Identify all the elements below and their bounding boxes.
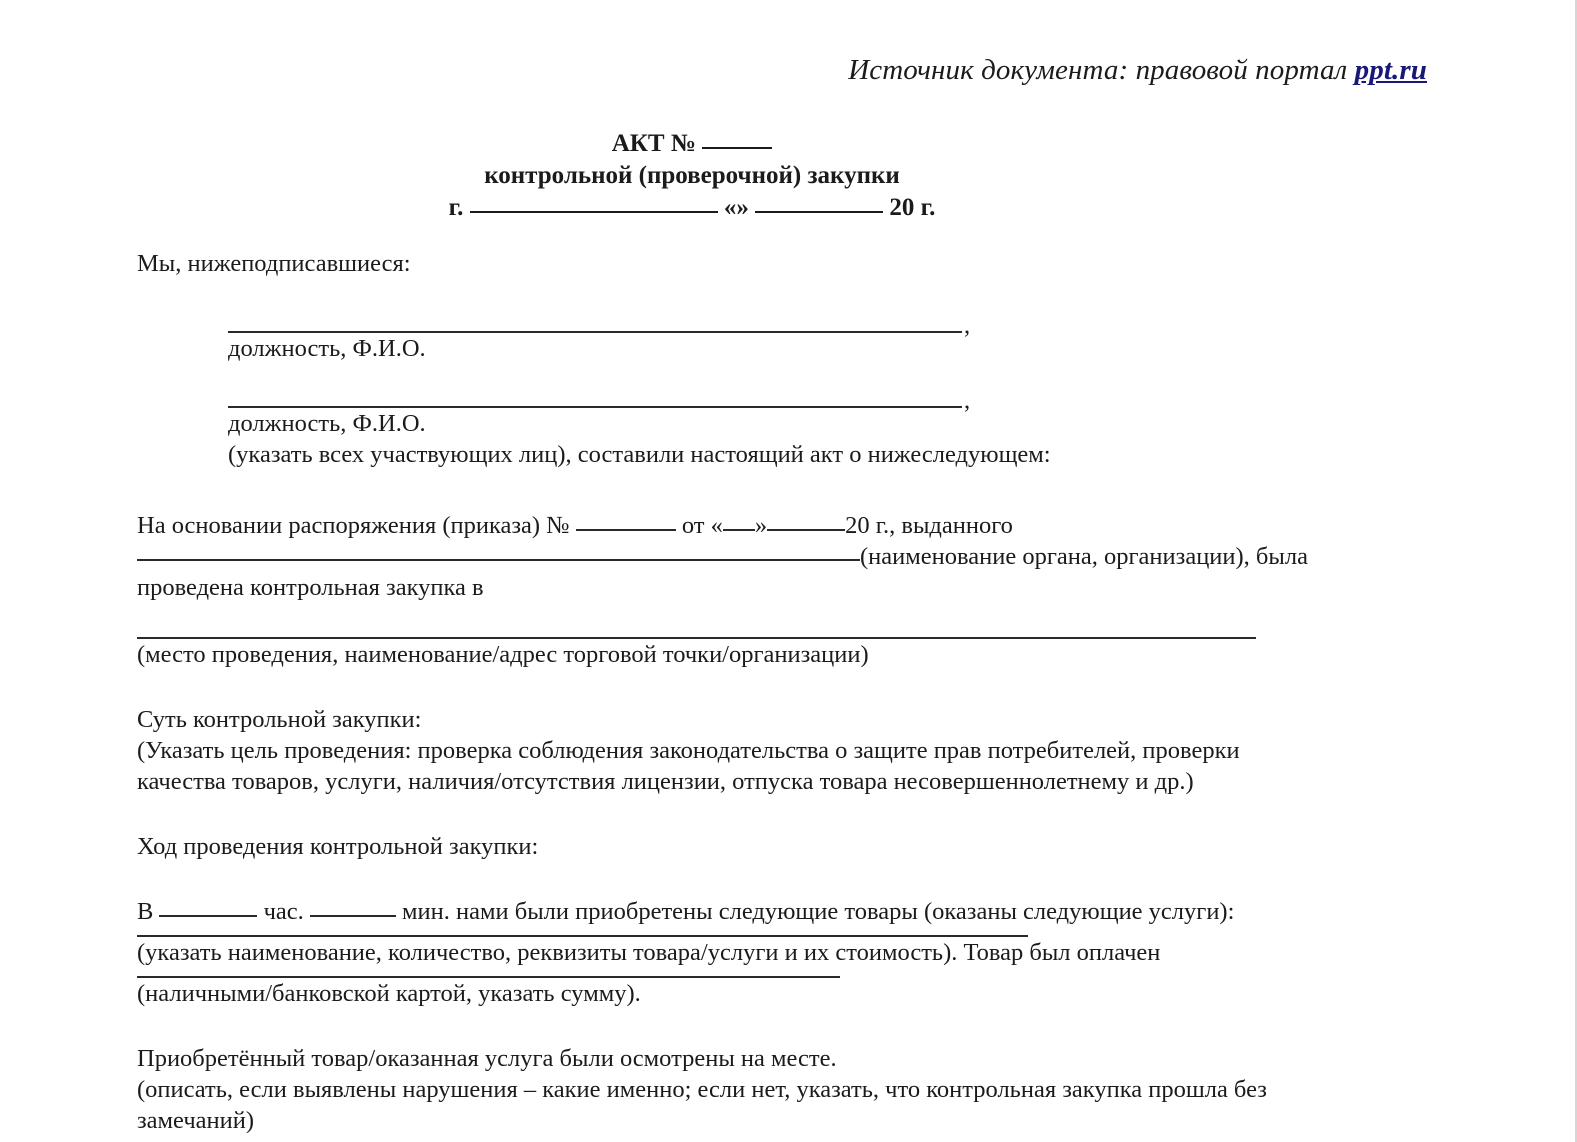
order-month-blank[interactable] [767, 529, 845, 531]
title-year-suffix: 20 г. [889, 194, 936, 221]
time-line [137, 896, 1422, 927]
document-body [137, 248, 1422, 1136]
source-link-ppt-ru[interactable]: ppt.ru [1354, 54, 1427, 86]
undersigned-label: Мы, нижеподписавшиеся: [137, 250, 411, 277]
document-title-block [137, 128, 1247, 224]
signatory-1-caption: должность, Ф.И.О. [228, 335, 426, 362]
title-date-quotes: «» [723, 194, 749, 221]
title-line-city-date [137, 192, 1247, 224]
basis-mid-2: » [754, 512, 768, 539]
signatory-2-comma: , [964, 387, 971, 414]
month-blank[interactable] [755, 211, 883, 213]
document-source-header [848, 52, 1427, 88]
title-city-prefix: г. [448, 194, 470, 221]
organization-name-blank[interactable] [137, 559, 860, 561]
city-blank[interactable] [470, 211, 718, 213]
basis-line [137, 510, 1422, 541]
signatory-2-caption: должность, Ф.И.О. [228, 410, 426, 437]
signatory-1-line [228, 312, 1422, 339]
title-line-subject: контрольной (проверочной) закупки [484, 162, 900, 189]
participants-note: (указать всех участвующих лиц), составили настоящий акт о нижеследующем: [228, 441, 1051, 468]
minutes-label: мин. нами были приобретены следующие товары (оказаны следующие услуги): [395, 898, 1235, 925]
act-number-blank[interactable] [702, 147, 772, 149]
basis-suffix: 20 г., выданного [845, 512, 1013, 539]
organization-caption: (наименование органа, организации), была [860, 543, 1308, 570]
inspection-line: Приобретённый товар/оказанная услуга были осмотрены на месте. [137, 1045, 837, 1072]
order-day-blank[interactable] [723, 529, 755, 531]
organization-line [137, 541, 1422, 572]
basis-mid-1: от « [675, 512, 723, 539]
signatory-1-comma: , [964, 312, 971, 339]
payment-caption: (наличными/банковской картой, указать сумму). [137, 980, 641, 1007]
order-number-blank[interactable] [576, 529, 676, 531]
title-act-prefix: АКТ № [611, 130, 703, 157]
hours-blank[interactable] [159, 915, 257, 917]
goods-caption: (указать наименование, количество, реквизиты товара/услуги и их стоимость). Товар был оплачен [137, 939, 1161, 966]
process-heading: Ход проведения контрольной закупки: [137, 833, 539, 860]
document-source-text: Источник документа: правовой портал [848, 54, 1355, 86]
minutes-blank[interactable] [310, 915, 396, 917]
inspection-note-line-1: (описать, если выявлены нарушения – какие именно; если нет, указать, что контрольная закупка прошла без [137, 1076, 1267, 1103]
signatory-2-line [228, 387, 1422, 414]
place-caption: (место проведения, наименование/адрес торговой точки/организации) [137, 641, 869, 668]
signatory-block-2 [137, 387, 1422, 470]
title-line-act-number [137, 128, 1247, 160]
basis-prefix: На основании распоряжения (приказа) № [137, 512, 576, 539]
hours-label: час. [257, 898, 310, 925]
signatory-block-1 [137, 312, 1422, 364]
conducted-line: проведена контрольная закупка в [137, 574, 484, 601]
time-prefix: В [137, 898, 160, 925]
essence-heading: Суть контрольной закупки: [137, 706, 422, 733]
inspection-note-line-2: замечаний) [137, 1107, 255, 1134]
essence-note-line-2: качества товаров, услуги, наличия/отсутствия лицензии, отпуска товара несовершеннолетнему и др.) [137, 768, 1194, 795]
essence-note-line-1: (Указать цель проведения: проверка соблюдения законодательства о защите прав потребителей, проверки [137, 737, 1240, 764]
